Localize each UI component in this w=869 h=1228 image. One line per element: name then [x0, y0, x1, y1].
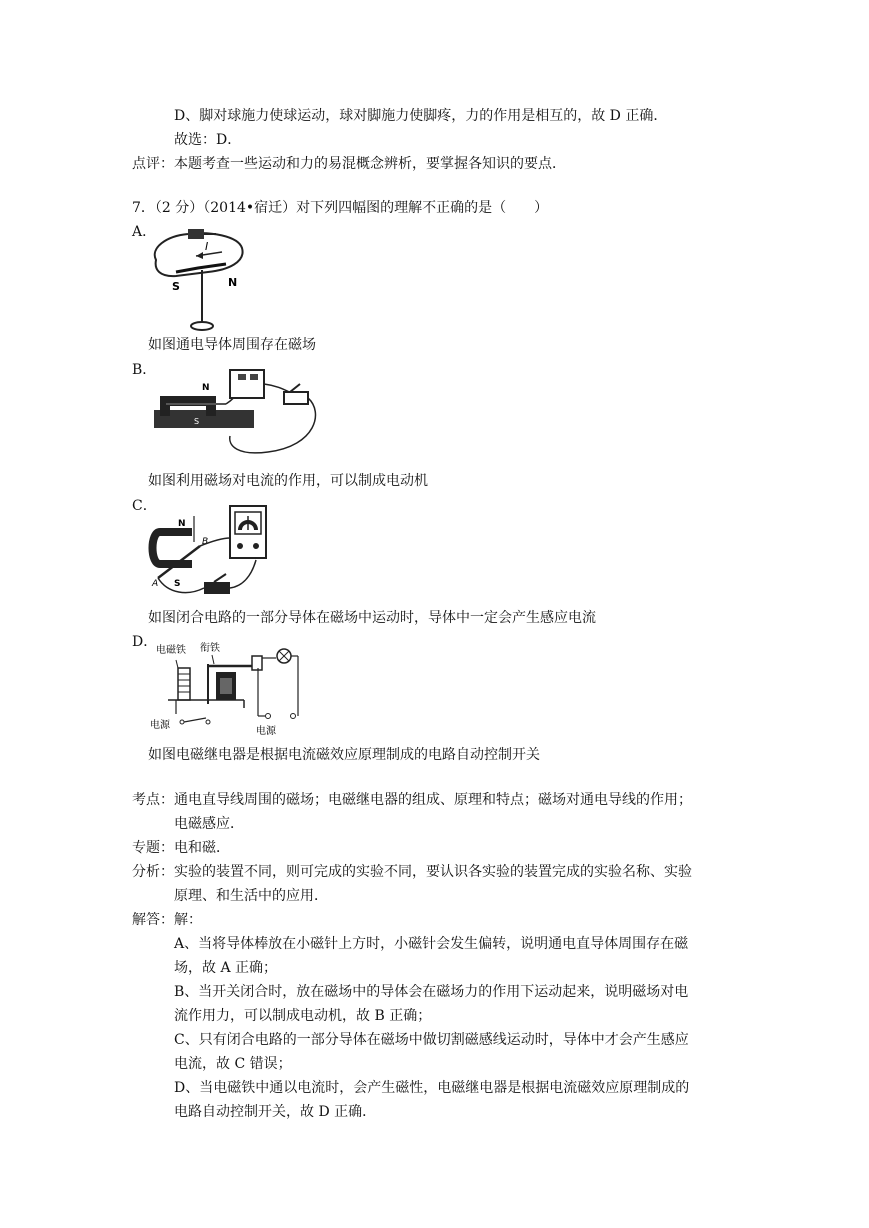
- answer-b-line-2: 流作用力，可以制成电动机，故 B 正确；: [174, 1008, 432, 1024]
- option-d-caption: 如图电磁继电器是根据电流磁效应原理制成的电路自动控制开关: [148, 747, 540, 763]
- figure-a-wire-compass: [148, 228, 248, 332]
- answer-a-line-1: A、当将导体棒放在小磁针上方时，小磁针会发生偏转，说明通电直导体周围存在磁: [174, 936, 689, 952]
- figure-a-label-n: N: [228, 276, 238, 289]
- figure-d-label-armature: 衔铁: [200, 643, 220, 654]
- option-c-letter: C．: [132, 498, 157, 514]
- option-b-caption: 如图利用磁场对电流的作用，可以制成电动机: [148, 473, 428, 489]
- figure-a-label-i: I: [205, 240, 209, 253]
- answer-b-line-1: B、当开关闭合时，放在磁场中的导体会在磁场力的作用下运动起来，说明磁场对电: [174, 984, 689, 1000]
- prev-review: 点评：本题考查一些运动和力的易混概念辨析，要掌握各知识的要点．: [132, 156, 566, 172]
- figure-c-label-b: B: [202, 537, 209, 547]
- answer-d-line-1: D、当电磁铁中通以电流时，会产生磁性，电磁继电器是根据电流磁效应原理制成的: [174, 1080, 690, 1096]
- prev-answer: 故选：D．: [174, 132, 242, 148]
- figure-c-induction-experiment: [148, 502, 273, 600]
- figure-b-label-s: S: [194, 417, 200, 426]
- answer-c-line-1: C、只有闭合电路的一部分导体在磁场中做切割磁感线运动时，导体中才会产生感应: [174, 1032, 689, 1048]
- figure-c-label-a: A: [152, 579, 159, 589]
- kaodian-line-2: 电磁感应．: [174, 816, 244, 832]
- answer-a-line-2: 场，故 A 正确；: [174, 960, 278, 976]
- figure-c-label-s: S: [174, 579, 181, 589]
- option-d-letter: D．: [132, 634, 158, 650]
- option-b-letter: B．: [132, 362, 157, 378]
- figure-d-label-power-left: 电源: [150, 720, 170, 731]
- figure-d-label-power-right: 电源: [256, 726, 276, 737]
- prev-option-d: D、脚对球施力使球运动，球对脚施力使脚疼，力的作用是相互的，故 D 正确．: [174, 108, 668, 124]
- figure-d-relay-circuit: [148, 638, 310, 738]
- kaodian-line-1: 考点：通电直导线周围的磁场；电磁继电器的组成、原理和特点；磁场对通电导线的作用；: [132, 792, 692, 808]
- figure-b-motor-experiment: [148, 366, 323, 468]
- zhuanti-line: 专题：电和磁．: [132, 840, 230, 856]
- fenxi-line-2: 原理、和生活中的应用．: [174, 888, 328, 904]
- fenxi-line-1: 分析：实验的装置不同，则可完成的实验不同，要认识各实验的装置完成的实验名称、实验: [132, 864, 692, 880]
- answer-c-line-2: 电流，故 C 错误；: [174, 1056, 292, 1072]
- figure-c-label-n: N: [178, 519, 186, 529]
- question-stem: 7．（2 分）（2014•宿迁）对下列四幅图的理解不正确的是（ ）: [132, 200, 549, 216]
- option-a-caption: 如图通电导体周围存在磁场: [148, 337, 316, 353]
- option-a-letter: A．: [132, 224, 157, 240]
- figure-b-label-n: N: [202, 383, 210, 393]
- answer-d-line-2: 电路自动控制开关，故 D 正确．: [174, 1104, 377, 1120]
- option-c-caption: 如图闭合电路的一部分导体在磁场中运动时，导体中一定会产生感应电流: [148, 610, 596, 626]
- figure-a-label-s: S: [172, 280, 180, 293]
- jieda-label: 解答：解：: [132, 912, 202, 928]
- figure-d-label-electromagnet: 电磁铁: [156, 645, 186, 656]
